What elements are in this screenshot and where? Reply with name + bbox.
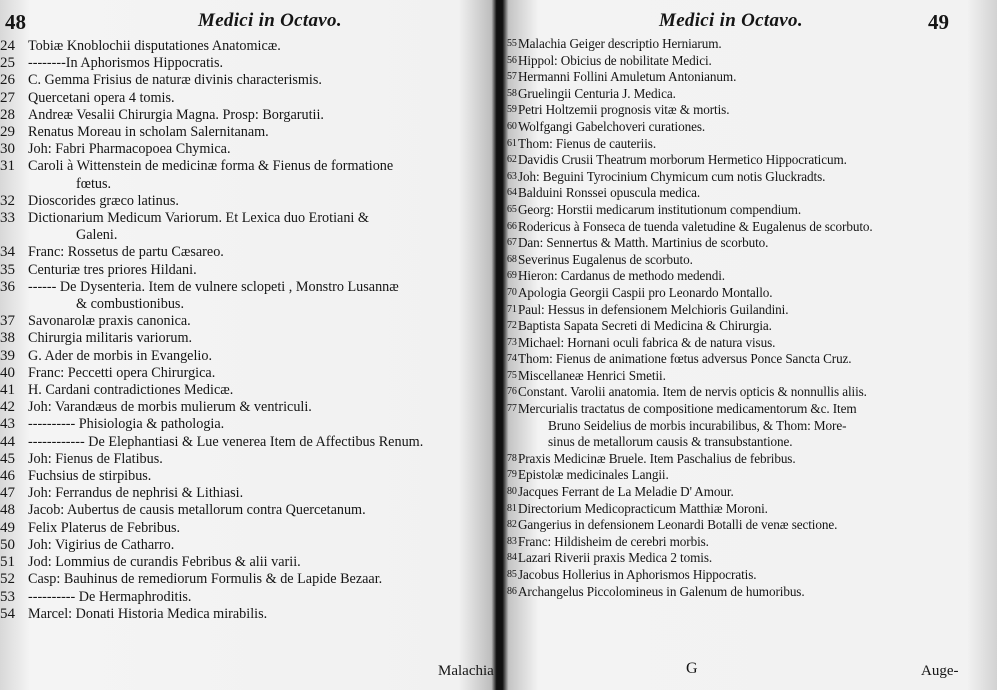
entry-number: 34 — [0, 244, 15, 261]
right-page — [503, 0, 997, 690]
catalog-entry — [507, 467, 977, 484]
entry-text: Paul: Hessus in defensionem Melchioris Guilandini. — [518, 301, 789, 317]
entry-number: 27 — [0, 89, 15, 106]
entry-number: 74 — [507, 353, 517, 365]
catalog-entry — [0, 348, 490, 365]
entry-text: Andreæ Vesalii Chirurgia Magna. Prosp: Borgarutii. — [28, 106, 324, 123]
left-page — [0, 0, 492, 690]
entry-text: Wolfgangi Gabelchoveri curationes. — [518, 118, 706, 134]
entry-number: 81 — [507, 502, 517, 514]
entry-number: 45 — [0, 450, 15, 467]
entry-text: Thom: Fienus de animatione fœtus adversus Ponce Sancta Cruz. — [518, 351, 852, 367]
entry-text: ---------- Phisiologia & pathologia. — [28, 416, 225, 433]
entry-text: Davidis Crusii Theatrum morborum Hermetico Hippocraticum. — [518, 152, 847, 168]
entry-text: Joh: Vigirius de Catharro. — [28, 536, 175, 553]
entry-number: 66 — [507, 220, 517, 232]
entry-number: 26 — [0, 72, 15, 89]
entry-text: Hieron: Cardanus de methodo medendi. — [518, 268, 725, 284]
catalog-entry — [507, 401, 977, 418]
catalog-entry — [0, 193, 490, 210]
catalog-entry — [507, 136, 977, 153]
catalog-entry — [0, 124, 490, 141]
entry-text: Petri Holtzemii prognosis vitæ & mortis. — [518, 102, 730, 118]
catalog-entry — [507, 202, 977, 219]
entry-text: Joh: Varandæus de morbis mulierum & ventriculi. — [28, 399, 312, 416]
entry-number: 55 — [507, 38, 517, 49]
entry-number: 42 — [0, 399, 15, 416]
entry-number: 33 — [0, 210, 15, 227]
entry-text: Mercurialis tractatus de compositione medicamentorum &c. Item — [518, 401, 857, 417]
catalog-entry — [507, 501, 977, 518]
entry-text: ---------- De Hermaphroditis. — [28, 588, 192, 605]
catalog-entry — [0, 90, 490, 107]
catalog-entry — [507, 484, 977, 501]
entry-continuation: Galeni. — [76, 227, 118, 244]
entry-continuation: fœtus. — [76, 175, 112, 192]
entry-text: Caroli à Wittenstein de medicinæ forma & Fienus de formatione — [28, 158, 394, 175]
catalog-entry — [0, 365, 490, 382]
catalog-list — [507, 36, 977, 600]
entry-text: Franc: Hildisheim de cerebri morbis. — [518, 533, 709, 549]
catalog-entry — [0, 485, 490, 502]
entry-number: 64 — [507, 187, 517, 199]
entry-number: 31 — [0, 158, 15, 175]
entry-text: C. Gemma Frisius de naturæ divinis characterismis. — [28, 72, 322, 89]
entry-number: 68 — [507, 253, 517, 265]
entry-number: 80 — [507, 486, 517, 498]
catalog-entry — [507, 102, 977, 119]
catalog-entry — [0, 451, 490, 468]
entry-text: Michael: Hornani oculi fabrica & de natura visus. — [518, 334, 776, 350]
entry-text: Severinus Eugalenus de scorbuto. — [518, 251, 693, 267]
entry-text: Miscellaneæ Henrici Smetii. — [518, 367, 666, 383]
entry-number: 46 — [0, 468, 15, 485]
entry-text: Quercetani opera 4 tomis. — [28, 89, 175, 106]
entry-text: Dictionarium Medicum Variorum. Et Lexica duo Erotiani & — [28, 210, 369, 227]
entry-number: 47 — [0, 485, 15, 502]
running-head: Medici in Octavo. — [659, 10, 803, 31]
catalog-entry — [507, 252, 977, 269]
catalog-entry — [507, 53, 977, 70]
entry-number: 62 — [507, 154, 517, 166]
catalog-entry — [0, 537, 490, 554]
entry-text: Rodericus à Fonseca de tuenda valetudine & Eugalenus de scorbuto. — [518, 218, 873, 234]
entry-number: 72 — [507, 320, 517, 332]
entry-number: 77 — [507, 403, 517, 415]
entry-number: 52 — [0, 571, 15, 588]
entry-number: 54 — [0, 605, 15, 622]
catalog-entry — [507, 219, 977, 236]
entry-number: 38 — [0, 330, 15, 347]
entry-number: 49 — [0, 519, 15, 536]
catalog-entry — [0, 141, 490, 158]
entry-text: Joh: Fabri Pharmacopoea Chymica. — [28, 141, 231, 158]
catalog-entry — [0, 502, 490, 519]
entry-number: 39 — [0, 347, 15, 364]
entry-text: Hippol: Obicius de nobilitate Medici. — [518, 52, 712, 68]
catalog-entry — [507, 185, 977, 202]
catalog-entry — [507, 351, 977, 368]
catalog-entry — [0, 520, 490, 537]
catalog-entry — [0, 416, 490, 433]
entry-number: 50 — [0, 536, 15, 553]
entry-text: G. Ader de morbis in Evangelio. — [28, 347, 213, 364]
entry-text: Marcel: Donati Historia Medica mirabilis. — [28, 605, 268, 622]
entry-number: 86 — [507, 585, 517, 597]
catchword: Auge- — [921, 663, 959, 679]
entry-text: Joh: Ferrandus de nephrisi & Lithiasi. — [28, 485, 244, 502]
entry-text: Lazari Riverii praxis Medica 2 tomis. — [518, 550, 713, 566]
entry-text: Joh: Fienus de Flatibus. — [28, 450, 163, 467]
entry-continuation: sinus de metallorum causis & transubstantione. — [548, 434, 793, 450]
entry-number: 70 — [507, 286, 517, 298]
entry-number: 28 — [0, 106, 15, 123]
entry-text: H. Cardani contradictiones Medicæ. — [28, 382, 234, 399]
entry-number: 53 — [0, 588, 15, 605]
entry-number: 63 — [507, 170, 517, 182]
entry-text: Epistolæ medicinales Langii. — [518, 467, 669, 483]
catalog-entry — [507, 567, 977, 584]
entry-text: Chirurgia militaris variorum. — [28, 330, 193, 347]
catalog-entry — [507, 69, 977, 86]
entry-number: 36 — [0, 278, 15, 295]
catalog-entry — [0, 158, 490, 175]
entry-text: Franc: Peccetti opera Chirurgica. — [28, 364, 216, 381]
catalog-entry — [0, 468, 490, 485]
catalog-entry — [507, 451, 977, 468]
catalog-entry — [0, 606, 490, 623]
entry-number: 32 — [0, 192, 15, 209]
entry-text: Centuriæ tres priores Hildani. — [28, 261, 197, 278]
entry-number: 84 — [507, 552, 517, 564]
catalog-entry — [0, 210, 490, 227]
entry-number: 71 — [507, 303, 517, 315]
catalog-entry — [507, 285, 977, 302]
entry-number: 75 — [507, 369, 517, 381]
catalog-entry — [0, 72, 490, 89]
entry-text: ------------ De Elephantiasi & Lue venerea Item de Affectibus Renum. — [28, 433, 424, 450]
signature-mark: G — [686, 660, 698, 677]
catalog-entry — [0, 313, 490, 330]
catalog-list — [0, 38, 490, 623]
catalog-entry — [0, 279, 490, 296]
entry-text: Hermanni Follini Amuletum Antonianum. — [518, 69, 737, 85]
entry-number: 85 — [507, 569, 517, 580]
catalog-entry — [0, 244, 490, 261]
entry-text: Thom: Fienus de cauteriis. — [518, 135, 657, 151]
entry-number: 41 — [0, 382, 15, 399]
entry-number: 48 — [0, 502, 15, 519]
entry-text: Franc: Rossetus de partu Cæsareo. — [28, 244, 224, 261]
entry-number: 35 — [0, 261, 15, 278]
catalog-entry — [0, 262, 490, 279]
entry-number: 78 — [507, 452, 517, 464]
entry-text: Constant. Varolii anatomia. Item de nervis opticis & nonnullis aliis. — [518, 384, 867, 400]
entry-number: 29 — [0, 124, 15, 141]
entry-number: 82 — [507, 519, 517, 531]
catalog-entry — [507, 335, 977, 352]
entry-number: 83 — [507, 535, 517, 547]
catalog-entry — [0, 589, 490, 606]
catalog-entry — [0, 107, 490, 124]
entry-text: Renatus Moreau in scholam Salernitanam. — [28, 124, 269, 141]
entry-text: Casp: Bauhinus de remediorum Formulis & de Lapide Bezaar. — [28, 571, 383, 588]
catalog-entry — [507, 235, 977, 252]
entry-text: --------In Aphorismos Hippocratis. — [28, 55, 224, 72]
catalog-entry — [507, 152, 977, 169]
catalog-entry — [0, 38, 490, 55]
entry-number: 37 — [0, 313, 15, 330]
running-head: Medici in Octavo. — [198, 10, 342, 31]
entry-text: Jacobus Hollerius in Aphorismos Hippocratis. — [518, 567, 757, 582]
entry-number: 56 — [507, 54, 517, 66]
catalog-entry — [507, 318, 977, 335]
entry-text: Georg: Horstii medicarum institutionum compendium. — [518, 201, 802, 217]
entry-text: Joh: Beguini Tyrocinium Chymicum cum notis Gluckradts. — [518, 168, 826, 184]
catalog-entry — [507, 268, 977, 285]
entry-number: 40 — [0, 364, 15, 381]
entry-continuation: Bruno Seidelius de morbis incurabilibus, & Thom: More- — [548, 417, 847, 433]
entry-text: Fuchsius de stirpibus. — [28, 468, 152, 485]
catalog-entry — [0, 330, 490, 347]
catalog-entry — [0, 382, 490, 399]
entry-text: Jod: Lommius de curandis Febribus & alii varii. — [28, 554, 301, 571]
entry-number: 61 — [507, 137, 517, 149]
catalog-entry — [0, 55, 490, 72]
entry-text: Balduini Ronssei opuscula medica. — [518, 185, 701, 201]
catalog-entry — [507, 36, 977, 53]
catalog-entry — [507, 384, 977, 401]
entry-number: 51 — [0, 554, 15, 571]
entry-text: Directorium Medicopracticum Matthiæ Moroni. — [518, 500, 768, 516]
entry-text: Archangelus Piccolomineus in Galenum de humoribus. — [518, 583, 805, 599]
entry-continuation: & combustionibus. — [76, 296, 184, 313]
catalog-entry — [507, 86, 977, 103]
entry-text: Felix Platerus de Febribus. — [28, 519, 181, 536]
entry-number: 30 — [0, 141, 15, 158]
entry-number: 43 — [0, 416, 15, 433]
entry-number: 24 — [0, 38, 15, 54]
page-number: 48 — [5, 10, 26, 34]
catalog-entry — [0, 554, 490, 571]
entry-number: 60 — [507, 120, 517, 132]
entry-text: Apologia Georgii Caspii pro Leonardo Montallo. — [518, 284, 773, 300]
catalog-entry — [507, 119, 977, 136]
entry-text: Praxis Medicinæ Bruele. Item Paschalius de febribus. — [518, 450, 796, 466]
entry-number: 59 — [507, 104, 517, 116]
entry-text: Jacob: Aubertus de causis metallorum contra Quercetanum. — [28, 502, 366, 519]
entry-number: 79 — [507, 469, 517, 481]
catalog-entry — [0, 399, 490, 416]
entry-text: Malachia Geiger descriptio Herniarum. — [518, 36, 722, 51]
entry-number: 44 — [0, 433, 15, 450]
catalog-entry — [507, 368, 977, 385]
catalog-entry — [507, 302, 977, 319]
entry-number: 69 — [507, 270, 517, 282]
catalog-entry — [507, 517, 977, 534]
entry-text: Jacques Ferrant de La Meladie D' Amour. — [518, 484, 734, 500]
catalog-entry — [507, 534, 977, 551]
catalog-entry — [0, 571, 490, 588]
entry-number: 65 — [507, 203, 517, 215]
entry-text: ------ De Dysenteria. Item de vulnere sclopeti , Monstro Lusannæ — [28, 278, 399, 295]
entry-number: 25 — [0, 55, 15, 72]
entry-text: Dioscorides græco latinus. — [28, 192, 179, 209]
entry-text: Dan: Sennertus & Matth. Martinius de scorbuto. — [518, 235, 769, 251]
entry-text: Baptista Sapata Secreti di Medicina & Chirurgia. — [518, 318, 772, 334]
entry-text: Tobiæ Knoblochii disputationes Anatomicæ. — [28, 38, 281, 54]
entry-text: Savonarolæ praxis canonica. — [28, 313, 191, 330]
entry-number: 76 — [507, 386, 517, 398]
catalog-entry — [507, 169, 977, 186]
catalog-entry — [0, 434, 490, 451]
catalog-entry — [507, 550, 977, 567]
entry-number: 58 — [507, 87, 517, 99]
entry-number: 57 — [507, 71, 517, 83]
catalog-entry — [507, 584, 977, 601]
page-number: 49 — [928, 10, 949, 34]
entry-text: Gruelingii Centuria J. Medica. — [518, 85, 676, 101]
entry-text: Gangerius in defensionem Leonardi Botalli de venæ sectione. — [518, 517, 838, 533]
entry-number: 73 — [507, 336, 517, 348]
catchword: Malachia — [438, 663, 494, 679]
entry-number: 67 — [507, 237, 517, 249]
